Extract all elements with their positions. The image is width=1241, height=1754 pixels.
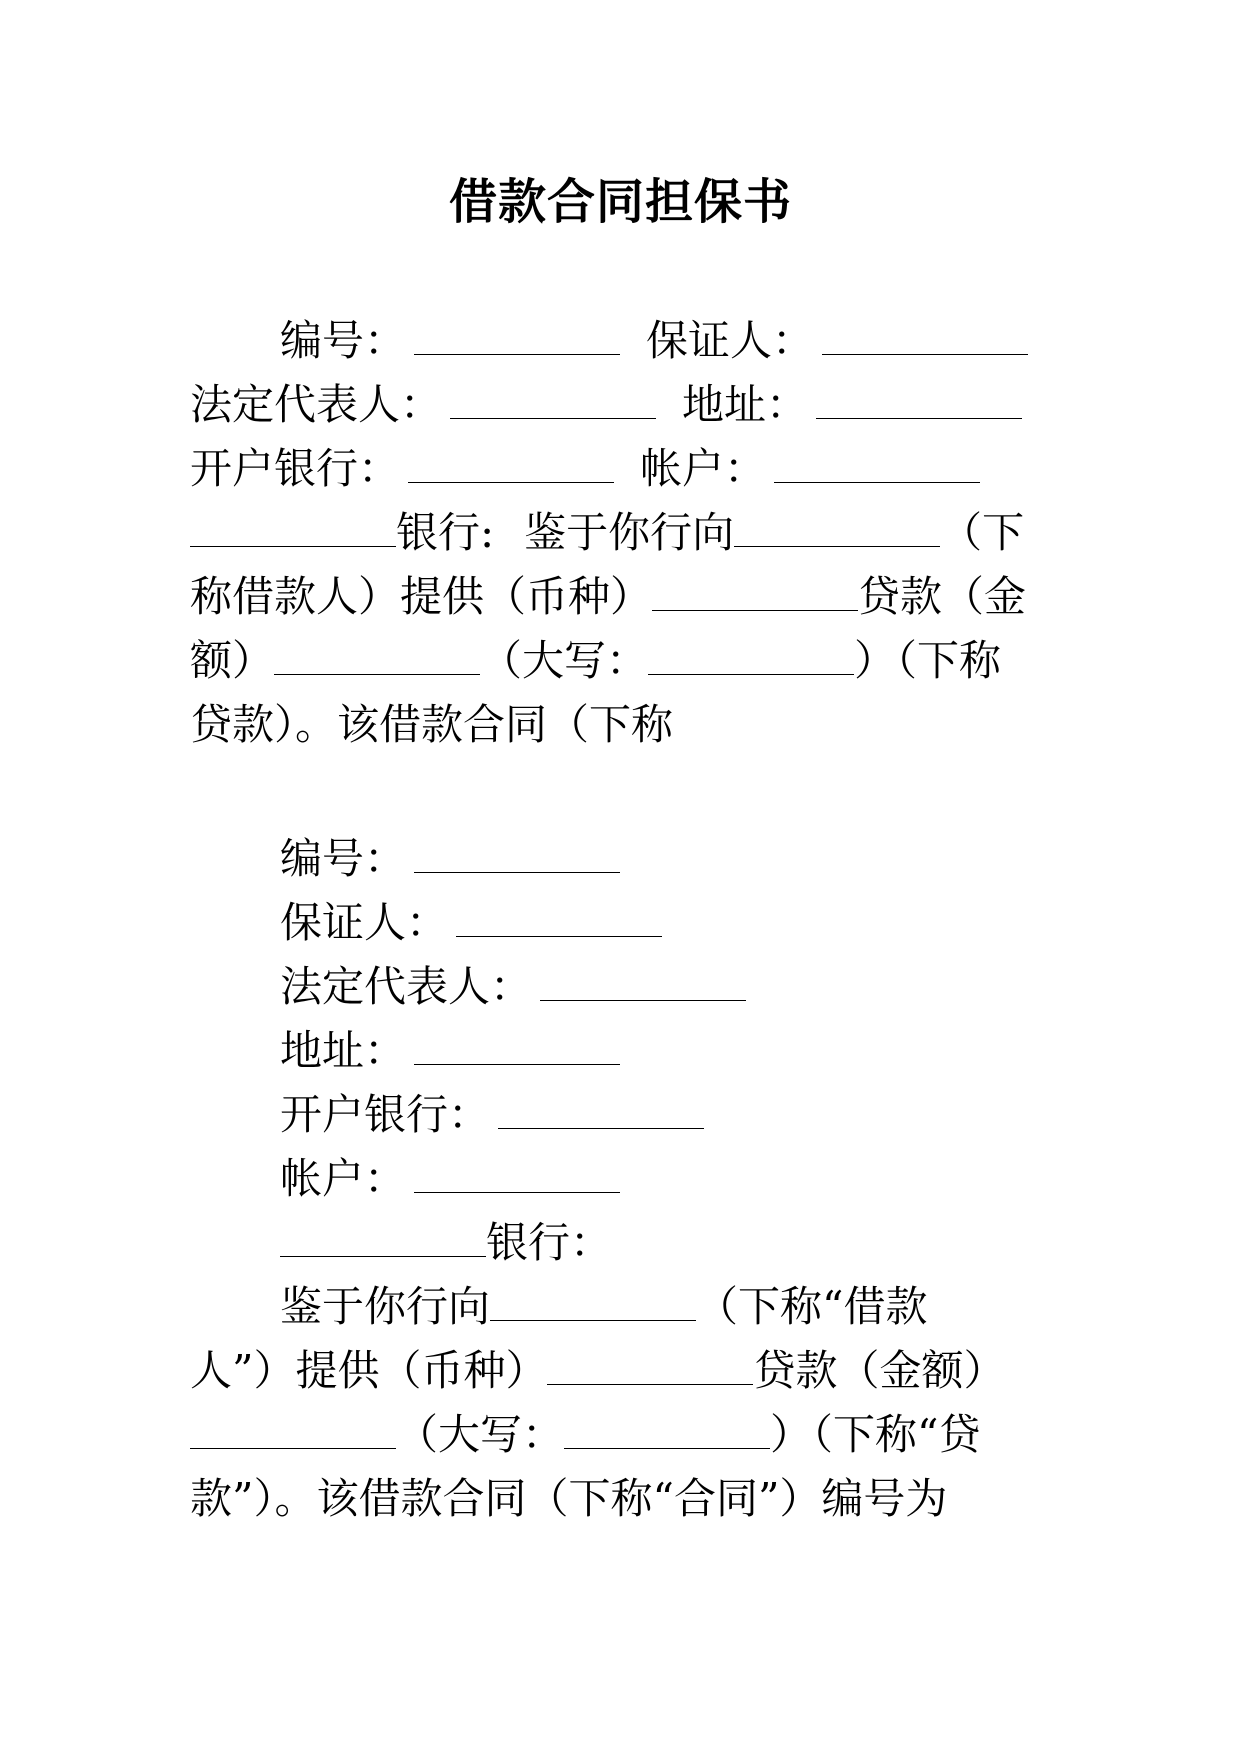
s1-line-7 bbox=[190, 696, 673, 754]
s2-number-label: 编号： bbox=[280, 834, 407, 883]
s1-line-5 bbox=[190, 568, 1026, 626]
s1-currency-text: 称借款人）提供（币种） bbox=[190, 572, 653, 621]
s1-amount-text: 额） bbox=[190, 636, 275, 685]
s1-hereinafter-loan-text: ）（下称 bbox=[854, 636, 1002, 685]
s1-account-label: 帐户： bbox=[640, 444, 767, 493]
s1-legal-rep-label: 法定代表人： bbox=[190, 380, 443, 429]
s2-legal-rep-blank[interactable] bbox=[540, 970, 746, 1001]
s1-contract-text: 贷款）。该借款合同（下称 bbox=[190, 700, 674, 749]
s2-line-capital bbox=[190, 1406, 981, 1464]
s2-hereinafter-borrower: （下称“借款 bbox=[696, 1282, 928, 1331]
s1-legal-rep-blank[interactable] bbox=[450, 388, 656, 419]
s1-address-blank[interactable] bbox=[816, 388, 1022, 419]
s2-address-blank[interactable] bbox=[414, 1034, 620, 1065]
document-title: 借款合同担保书 bbox=[448, 174, 792, 230]
s2-guarantor-label: 保证人： bbox=[280, 898, 449, 947]
s1-line-2 bbox=[190, 376, 1022, 434]
s2-line-whereas bbox=[280, 1278, 928, 1336]
s2-whereas-text: 鉴于你行向 bbox=[280, 1282, 491, 1331]
s1-currency-blank[interactable] bbox=[652, 580, 858, 611]
s2-currency-text: 人”）提供（币种） bbox=[190, 1346, 548, 1395]
s1-bank-label: 开户银行： bbox=[190, 444, 401, 493]
s1-bank-blank[interactable] bbox=[408, 452, 614, 483]
s1-line-3 bbox=[190, 440, 980, 498]
s1-bank-suffix: 银行: bbox=[396, 508, 495, 557]
s2-line-address bbox=[280, 1022, 620, 1080]
s1-whereas-text: 鉴于你行向 bbox=[524, 508, 735, 557]
s2-account-label: 帐户： bbox=[280, 1154, 407, 1203]
s2-line-guarantor bbox=[280, 894, 662, 952]
s2-bank-blank[interactable] bbox=[498, 1098, 704, 1129]
s2-bank-suffix: 银行： bbox=[486, 1218, 613, 1267]
s1-line-6 bbox=[190, 632, 1001, 690]
s1-loan-amount-text: 贷款（金 bbox=[858, 572, 1027, 621]
s2-line-bank-name bbox=[280, 1214, 612, 1272]
s1-bank-name-blank[interactable] bbox=[190, 516, 396, 547]
s1-borrower-blank[interactable] bbox=[734, 516, 940, 547]
s2-capital-blank[interactable] bbox=[564, 1418, 770, 1449]
s2-account-blank[interactable] bbox=[414, 1162, 620, 1193]
s2-line-currency bbox=[190, 1342, 1006, 1400]
s1-guarantor-blank[interactable] bbox=[822, 324, 1028, 355]
s2-guarantor-blank[interactable] bbox=[456, 906, 662, 937]
s2-hereinafter-loan: ）（下称“贷 bbox=[770, 1410, 981, 1459]
s1-capital-text: （大写： bbox=[480, 636, 649, 685]
s2-line-bank bbox=[280, 1086, 704, 1144]
s2-loan-amount-text: 贷款（金额） bbox=[753, 1346, 1006, 1395]
s2-borrower-blank[interactable] bbox=[490, 1290, 696, 1321]
s2-number-blank[interactable] bbox=[414, 842, 620, 873]
s1-amount-blank[interactable] bbox=[274, 644, 480, 675]
s2-bank-label: 开户银行： bbox=[280, 1090, 491, 1139]
s1-address-label: 地址： bbox=[682, 380, 809, 429]
s1-account-blank[interactable] bbox=[774, 452, 980, 483]
s1-line-1 bbox=[280, 312, 1028, 370]
s1-hereinafter-text: （下 bbox=[940, 508, 1025, 557]
s2-line-number bbox=[280, 830, 620, 888]
s2-currency-blank[interactable] bbox=[547, 1354, 753, 1385]
s2-line-account bbox=[280, 1150, 620, 1208]
s1-number-label: 编号： bbox=[280, 316, 407, 365]
s2-capital-text: （大写： bbox=[396, 1410, 565, 1459]
s2-contract-text: 款”）。该借款合同（下称“合同”）编号为 bbox=[190, 1474, 948, 1523]
s2-address-label: 地址： bbox=[280, 1026, 407, 1075]
s2-amount-blank[interactable] bbox=[190, 1418, 396, 1449]
s2-line-contract bbox=[190, 1470, 947, 1528]
s1-guarantor-label: 保证人： bbox=[646, 316, 815, 365]
s1-line-4 bbox=[190, 504, 1024, 562]
s1-capital-blank[interactable] bbox=[648, 644, 854, 675]
s1-number-blank[interactable] bbox=[414, 324, 620, 355]
s2-line-legal-rep bbox=[280, 958, 746, 1016]
s2-bank-name-blank[interactable] bbox=[280, 1226, 486, 1257]
s2-legal-rep-label: 法定代表人： bbox=[280, 962, 533, 1011]
